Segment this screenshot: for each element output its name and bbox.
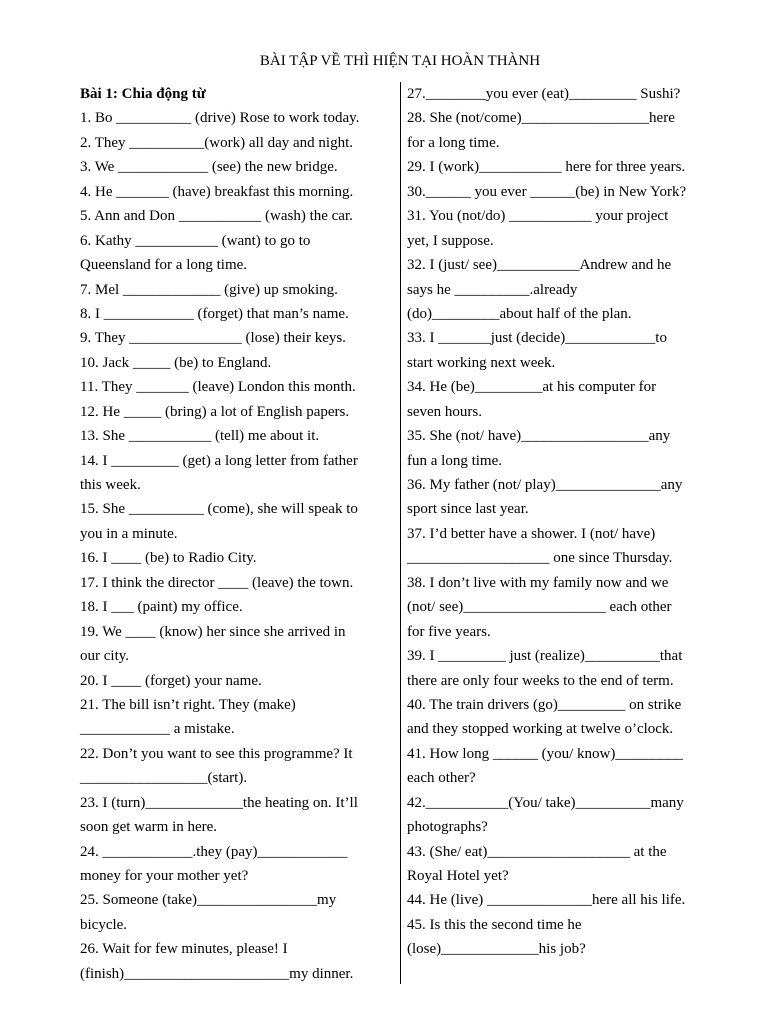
exercise-line: 45. Is this the second time he: [407, 916, 582, 933]
exercise-line: 40. The train drivers (go)_________ on strike: [407, 696, 682, 713]
exercise-line: 24. ____________.they (pay)____________: [80, 843, 348, 860]
exercise-line: 29. I (work)___________ here for three years.: [407, 159, 686, 176]
worksheet-title: BÀI TẬP VỀ THÌ HIỆN TẠI HOÀN THÀNH: [259, 53, 541, 69]
exercise-line: and they stopped working at twelve o’clock.: [407, 721, 674, 738]
exercise-line: yet, I suppose.: [407, 232, 494, 249]
exercise-line: 3. We ____________ (see) the new bridge.: [80, 159, 338, 176]
exercise-line: sport since last year.: [407, 501, 529, 518]
exercise-line: (lose)_____________his job?: [407, 941, 586, 958]
exercise-line: 4. He _______ (have) breakfast this morning.: [80, 183, 354, 200]
exercise-line: money for your mother yet?: [80, 868, 249, 884]
exercise-line: 11. They _______ (leave) London this month.: [80, 379, 356, 396]
right-column: [407, 82, 719, 962]
exercise-line: 10. Jack _____ (be) to England.: [80, 354, 272, 371]
exercise-line: 15. She __________ (come), she will speak to: [80, 501, 358, 518]
exercise-line: Royal Hotel yet?: [407, 868, 509, 884]
right-exercise-lines: [407, 82, 719, 962]
divider-line: [400, 82, 401, 984]
exercise-line: 33. I _______just (decide)____________to: [407, 330, 667, 347]
exercise-line: 26. Wait for few minutes, please! I: [80, 941, 288, 958]
exercise-line: ____________ a mistake.: [80, 721, 235, 738]
exercise-line: 34. He (be)_________at his computer for: [407, 379, 657, 396]
exercise-line: photographs?: [407, 819, 488, 836]
exercise-line: 44. He (live) ______________here all his life.: [407, 892, 686, 909]
exercise-line: there are only four weeks to the end of term.: [407, 672, 674, 689]
exercise-line: 30.______ you ever ______(be) in New York?: [407, 183, 687, 200]
exercise-line: 42.___________(You/ take)__________many: [407, 794, 684, 811]
exercise-line: 1. Bo __________ (drive) Rose to work today.: [80, 110, 360, 127]
exercise-line: for a long time.: [407, 134, 500, 151]
exercise-line: 23. I (turn)_____________the heating on. It’ll: [80, 794, 358, 811]
exercise-line: _________________(start).: [80, 770, 248, 787]
exercise-line: 7. Mel _____________ (give) up smoking.: [80, 281, 338, 298]
exercise-line: 39. I _________ just (realize)__________that: [407, 648, 683, 665]
exercise-line: 16. I ____ (be) to Radio City.: [80, 550, 257, 567]
section-heading: Bài 1: Chia động từ: [80, 86, 206, 102]
exercise-line: for five years.: [407, 623, 491, 640]
exercise-line: 8. I ____________ (forget) that man’s name.: [80, 305, 349, 322]
exercise-line: seven hours.: [407, 403, 482, 420]
exercise-line: 35. She (not/ have)_________________any: [407, 428, 671, 445]
exercise-line: 18. I ___ (paint) my office.: [80, 599, 243, 616]
exercise-line: (finish)______________________my dinner.: [80, 965, 354, 982]
exercise-line: ___________________ one since Thursday.: [407, 550, 673, 567]
exercise-line: bicycle.: [80, 916, 128, 933]
exercise-line: 2. They __________(work) all day and night.: [80, 134, 354, 151]
exercise-line: 28. She (not/come)_________________here: [407, 110, 675, 127]
exercise-line: each other?: [407, 770, 476, 787]
exercise-line: this week.: [80, 477, 141, 493]
left-column: [80, 82, 392, 986]
exercise-line: 6. Kathy ___________ (want) to go to: [80, 232, 311, 249]
exercise-line: 31. You (not/do) ___________ your project: [407, 208, 669, 225]
exercise-line: 41. How long ______ (you/ know)_________: [407, 745, 683, 762]
exercise-line: our city.: [80, 648, 130, 665]
exercise-line: 25. Someone (take)________________my: [80, 892, 337, 909]
exercise-line: 19. We ____ (know) her since she arrived in: [80, 623, 346, 640]
exercise-line: 9. They _______________ (lose) their keys.: [80, 330, 346, 347]
exercise-line: says he __________.already: [407, 281, 578, 298]
exercise-line: (do)_________about half of the plan.: [407, 305, 632, 322]
exercise-line: 43. (She/ eat)___________________ at the: [407, 843, 667, 860]
exercise-line: 37. I’d better have a shower. I (not/ have): [407, 525, 656, 542]
exercise-line: 20. I ____ (forget) your name.: [80, 672, 262, 689]
exercise-line: 5. Ann and Don ___________ (wash) the car.: [80, 208, 353, 225]
exercise-line: 36. My father (not/ play)______________any: [407, 477, 683, 493]
exercise-line: 21. The bill isn’t right. They (make): [80, 696, 296, 713]
exercise-line: soon get warm in here.: [80, 819, 218, 836]
exercise-line: 17. I think the director ____ (leave) the town.: [80, 574, 354, 591]
exercise-line: 14. I _________ (get) a long letter from father: [80, 452, 358, 469]
exercise-line: you in a minute.: [80, 525, 178, 542]
exercise-line: 12. He _____ (bring) a lot of English papers.: [80, 403, 350, 420]
exercise-line: 13. She ___________ (tell) me about it.: [80, 428, 320, 445]
left-exercise-lines: [80, 106, 392, 986]
exercise-line: (not/ see)___________________ each other: [407, 599, 672, 616]
exercise-line: 22. Don’t you want to see this programme? It: [80, 745, 353, 762]
exercise-line: Queensland for a long time.: [80, 257, 248, 274]
exercise-line: start working next week.: [407, 354, 556, 371]
exercise-line: 27.________you ever (eat)_________ Sushi?: [407, 86, 681, 102]
exercise-line: 38. I don’t live with my family now and we: [407, 574, 669, 591]
exercise-line: fun a long time.: [407, 452, 502, 469]
exercise-line: 32. I (just/ see)___________Andrew and he: [407, 257, 672, 274]
